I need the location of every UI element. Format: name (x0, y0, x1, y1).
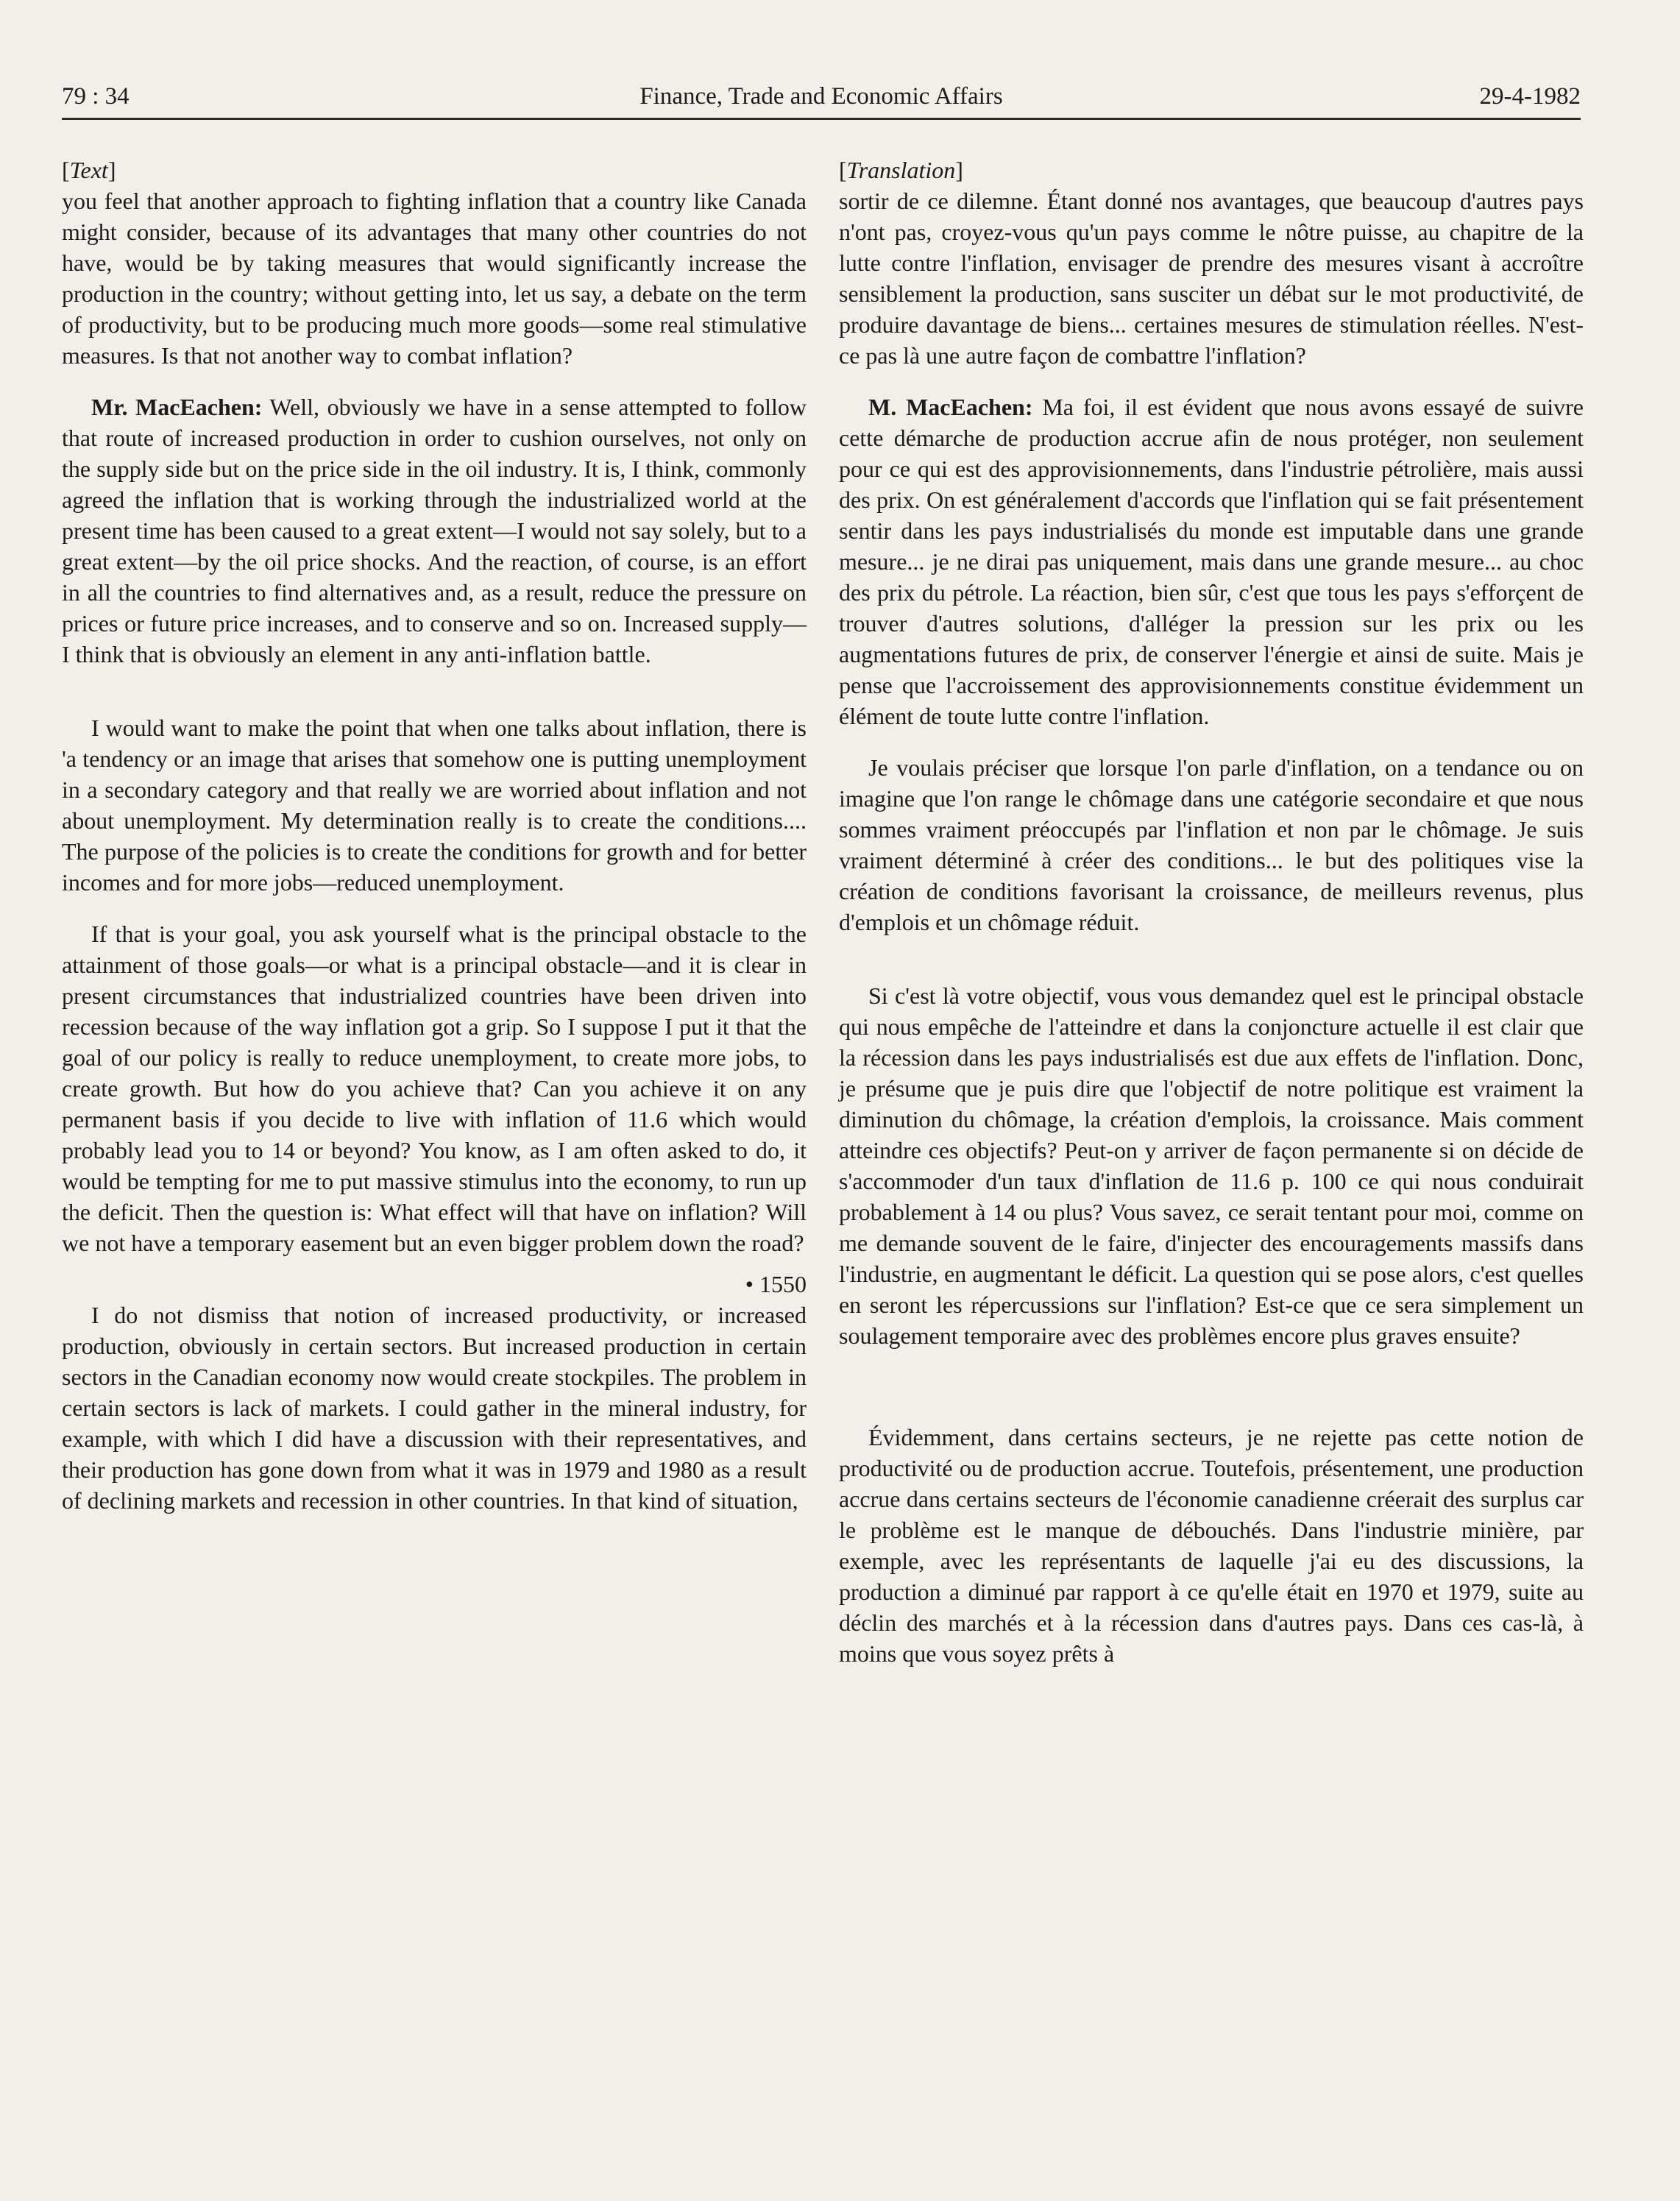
speaker-name: Mr. MacEachen: (91, 394, 263, 420)
column-label-text: Text (69, 157, 108, 183)
paragraph: I do not dismiss that notion of increased productivity, or increased production, obviously in certain sectors. But increased production in certain sectors in the Canadian economy now would create stockpiles. The problem in certain sectors is lack of markets. I could gather in the mineral industry, for example, with which I did have a discussion with their representatives, and their production has gone down from what it was in 1979 and 1980 as a result of declining markets and recession in other countries. In that kind of situation, (62, 1302, 807, 1514)
paragraph: you feel that another approach to fighting inflation that a country like Canada might consider, because of its advantages that many other countries do not have, would be by taking measures that would significantly increase the production in the country; without getting into, let us say, a debate on the term of productivity, but to be producing much more goods—some real stimulative measures. Is that not another way to combat inflation? (62, 188, 807, 369)
paragraph (839, 391, 1584, 731)
paragraph: I would want to make the point that when one talks about inflation, there is 'a tendency or an image that arises that somehow one is putting unemployment in a secondary category and that really we are worried about inflation and not about unemployment. My determination really is to create the conditions.... The purpose of the policies is to create the conditions for growth and for better incomes and for more jobs—reduced unemployment. (62, 715, 807, 896)
french-column (839, 155, 1584, 1669)
paragraph: sortir de ce dilemne. Étant donné nos avantages, que beaucoup d'autres pays n'ont pas, croyez-vous qu'un pays comme le nôtre puisse, au chapitre de la lutte contre l'inflation, envisager de prendre des mesures visant à accroître sensiblement la production, sans susciter un débat sur le mot productivité, de produire davantage de biens... certaines mesures de stimulation réelles. N'est-ce pas là une autre façon de combattre l'inflation? (839, 188, 1584, 369)
english-column (62, 155, 807, 1516)
paragraph-text: Ma foi, il est évident que nous avons essayé de suivre cette démarche de production accrue afin de nous protéger, non seulement pour ce qui est des approvisionnements, dans l'industrie pétrolière, mais aussi des prix. On est généralement d'accords que l'inflation qui se fait présentement sentir dans les pays industrialisés du monde est imputable dans une grande mesure... je ne dirai pas uniquement, mais dans une grande mesure... au choc des prix du pétrole. La réaction, bien sûr, c'est que tous les pays s'efforçent de trouver d'autres solutions, d'alléger la pression sur les prix ou les augmentations futures de prix, de conserver l'énergie et ainsi de suite. Mais je pense que l'accroissement des approvisionnements constitue évidemment un élément de toute lutte contre l'inflation. (839, 394, 1584, 729)
page-header (62, 74, 1581, 120)
paragraph: Je voulais préciser que lorsque l'on parle d'inflation, on a tendance ou on imagine que l'on range le chômage dans une catégorie secondaire et que nous sommes vraiment préoccupés par l'inflation et non par le chômage. Je suis vraiment déterminé à créer des conditions... le but des politiques vise la création de conditions favorisant la croissance, de meilleurs revenus, plus d'emplois et un chômage réduit. (839, 754, 1584, 935)
column-label-text: Translation (846, 157, 956, 183)
column-label: [Translation] (839, 157, 963, 183)
page-title: Finance, Trade and Economic Affairs (639, 83, 1003, 110)
page-number: 79 : 34 (62, 83, 130, 110)
paragraph: If that is your goal, you ask yourself what is the principal obstacle to the attainment of those goals—or what is a principal obstacle—and it is clear in present circumstances that industrialized countries have been driven into recession because of the way inflation got a grip. So I suppose I put it that the goal of our policy is really to reduce unemployment, to create more jobs, to create growth. But how do you achieve that? Can you achieve it on any permanent basis if you decide to live with inflation of 11.6 which would probably lead you to 14 or beyond? You know, as I am often asked to do, it would be tempting for me to put massive stimulus into the economy, to run up the deficit. Then the question is: What effect will that have on inflation? Will we not have a temporary easement but an even bigger problem down the road? (62, 921, 807, 1256)
paragraph: Évidemment, dans certains secteurs, je ne rejette pas cette notion de productivité ou de production accrue. Toutefois, présentement, une production accrue dans certains secteurs de l'économie canadienne créerait des surplus car le problème est le manque de débouchés. Dans l'industrie minière, par exemple, avec les représentants de laquelle j'ai eu des discussions, la production a diminué par rapport à ce qu'elle était en 1970 et 1979, suite au déclin des marchés et à la récession dans d'autres pays. Dans ces cas-là, à moins que vous soyez prêts à (839, 1424, 1584, 1667)
paragraph-text: Well, obviously we have in a sense attempted to follow that route of increased production in order to cushion ourselves, not only on the supply side but on the price side in the oil industry. It is, I think, commonly agreed the inflation that is working through the industrialized world at the present time has been caused to a great extent—I would not say solely, but to a great extent—by the oil price shocks. And the reaction, of course, is an effort in all the countries to find alternatives and, as a result, reduce the pressure on prices or future price increases, and to conserve and so on. Increased supply—I think that is obviously an element in any anti-inflation battle. (62, 394, 807, 667)
page-date: 29-4-1982 (1479, 83, 1581, 110)
paragraph (62, 391, 807, 670)
column-label: [Text] (62, 157, 116, 183)
time-marker: • 1550 (745, 1271, 807, 1297)
paragraph: Si c'est là votre objectif, vous vous demandez quel est le principal obstacle qui nous empêche de l'atteindre et dans la conjoncture actuelle il est clair que la récession dans les pays industrialisés est due aux effets de l'inflation. Donc, je présume que je puis dire que l'objectif de notre politique est vraiment la diminution du chômage, la création d'emplois, la croissance. Mais comment atteindre ces objectifs? Peut-on y arriver de façon permanente si on décide de s'accommoder d'un taux d'inflation de 11.6 p. 100 ce qui nous conduirait probablement à 14 ou plus? Vous savez, ce serait tentant pour moi, comme on me demande souvent de le faire, d'injecter des encouragements massifs dans l'industrie, en augmentant le déficit. La question qui se pose alors, c'est quelles en seront les répercussions sur l'inflation? Est-ce que ce sera simplement un soulagement temporaire avec des problèmes encore plus graves ensuite? (839, 982, 1584, 1349)
speaker-name: M. MacEachen: (868, 394, 1033, 420)
